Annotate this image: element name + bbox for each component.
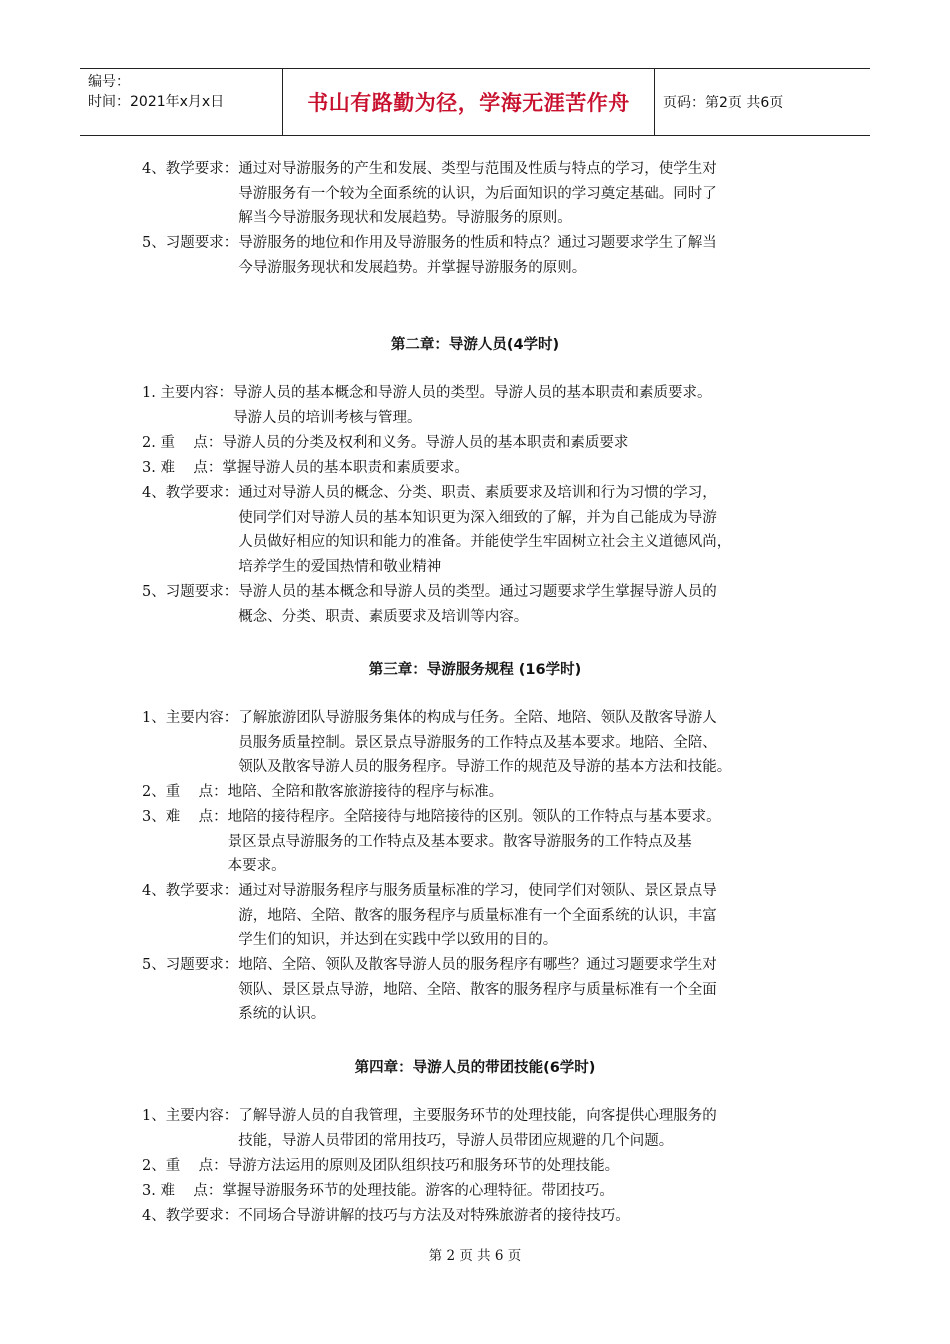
item-text-line: 技能，导游人员带团的常用技巧，导游人员带团应规避的几个问题。 [238,1132,674,1149]
item-label: 1、主要内容： [142,710,239,726]
item-text-line: 了解导游人员的自我管理，主要服务环节的处理技能，向客提供心理服务的 [238,1108,717,1124]
item-text-line: 学生们的知识，并达到在实践中学以致用的目的。 [238,932,558,948]
requirement-item [142,431,832,456]
item-text-line: 导游人员的基本概念和导游人员的类型。通过习题要求学生掌握导游人员的 [238,584,717,600]
item-text-line: 使同学们对导游人员的基本知识更为深入细致的了解，并为自己能成为导游 [238,509,717,526]
item-text-line: 导游人员的基本概念和导游人员的类型。导游人员的基本职责和素质要求。 [232,385,712,401]
page-header [80,68,870,136]
requirement-item [142,805,832,879]
requirement-item [142,231,832,280]
requirement-item [142,953,832,1027]
item-text [238,231,717,280]
item-text-line: 掌握导游人员的基本职责和素质要求。 [222,460,469,476]
item-text-line: 员服务质量控制。景区景点导游服务的工作特点及基本要求。地陪、全陪、 [238,734,717,751]
item-text-line: 导游方法运用的原则及团队组织技巧和服务环节的处理技能。 [227,1158,620,1174]
requirement-item [142,706,832,780]
item-text-line: 导游服务的地位和作用及导游服务的性质和特点？通过习题要求学生了解当 [238,235,717,251]
item-text [222,456,469,481]
chapter-heading: 第二章：导游人员(4学时) [390,337,560,353]
item-label: 5、习题要求： [142,957,239,973]
item-text [238,879,717,953]
item-text [238,1104,717,1153]
item-label: 2、重 点： [142,784,228,800]
item-text-line: 培养学生的爱国热情和敬业精神 [238,558,442,575]
item-text-line: 领队及散客导游人员的服务程序。导游工作的规范及导游的基本方法和技能。 [238,759,732,775]
item-text-line: 地陪、全陪、领队及散客导游人员的服务程序有哪些？通过习题要求学生对 [238,957,717,973]
item-label: 4、教学要求： [142,1208,239,1224]
requirement-item [142,456,832,481]
item-text-line: 今导游服务现状和发展趋势。并掌握导游服务的原则。 [238,259,587,276]
item-text-line: 通过对导游人员的概念、分类、职责、素质要求及培训和行为习惯的学习， [238,485,717,501]
item-label: 4、教学要求： [142,161,239,177]
requirement-item [142,1104,832,1153]
item-text-line: 景区景点导游服务的工作特点及基本要求。散客导游服务的工作特点及基 [227,833,692,850]
item-text [228,1154,620,1179]
item-label: 2. 重 点： [142,435,223,451]
requirement-item [142,481,832,579]
item-label: 2、重 点： [142,1158,228,1174]
header-meta [80,69,283,135]
item-text [222,431,628,456]
item-text-line: 游，地陪、全陪、散客的服务程序与质量标准有一个全面系统的认识，丰富 [238,907,717,924]
item-label: 3、难 点： [142,809,228,825]
item-label: 5、习题要求： [142,235,239,251]
requirement-item [142,381,832,430]
item-text-line: 导游人员的分类及权利和义务。导游人员的基本职责和素质要求 [222,435,629,451]
item-text-line: 人员做好相应的知识和能力的准备。并能使学生牢固树立社会主义道德风尚， [238,534,732,550]
chapter-heading: 第四章：导游人员的带团技能(6学时) [354,1060,596,1076]
item-text-line: 本要求。 [227,858,286,874]
requirement-item [142,580,832,629]
requirement-item [142,157,832,231]
chapter-heading: 第三章：导游服务规程 (16学时) [368,662,582,678]
document-number-label: 编号： [88,74,130,90]
header-motto: 书山有路勤为径，学海无涯苦作舟 [283,69,655,135]
page-footer: 第 2 页 共 6 页 [428,1248,522,1264]
item-label: 3. 难 点： [142,1183,223,1199]
header-page-label: 页码：第2页 共6页 [663,95,784,111]
item-text [238,706,731,780]
item-label: 1、主要内容： [142,1108,239,1124]
document-date-label: 时间：2021年x月x日 [88,94,225,110]
item-text-line: 解当今导游服务现状和发展趋势。导游服务的原则。 [238,210,572,226]
item-text-line: 了解旅游团队导游服务集体的构成与任务。全陪、地陪、领队及散客导游人 [238,710,717,726]
item-label: 4、教学要求： [142,485,239,501]
item-text-line: 概念、分类、职责、素质要求及培训等内容。 [238,608,529,625]
item-text-line: 领队、景区景点导游，地陪、全陪、散客的服务程序与质量标准有一个全面 [238,981,717,998]
item-text-line: 掌握导游服务环节的处理技能。游客的心理特征。带团技巧。 [222,1183,614,1199]
item-text [238,953,717,1027]
item-label: 4、教学要求： [142,883,239,899]
item-text-line: 系统的认识。 [238,1006,326,1022]
item-label: 5、习题要求： [142,584,239,600]
item-text-line: 地陪、全陪和散客旅游接待的程序与标准。 [227,784,504,800]
requirement-item [142,1154,832,1179]
item-text [222,1179,614,1204]
requirement-item [142,879,832,953]
item-text [228,805,721,879]
item-text-line: 导游服务有一个较为全面系统的认识，为后面知识的学习奠定基础。同时了 [238,185,717,202]
item-text-line: 通过对导游服务程序与服务质量标准的学习，使同学们对领队、景区景点导 [238,883,717,899]
item-text-line: 地陪的接待程序。全陪接待与地陪接待的区别。领队的工作特点与基本要求。 [227,809,721,825]
requirement-item [142,1179,832,1204]
item-text [238,481,731,579]
item-text-line: 通过对导游服务的产生和发展、类型与范围及性质与特点的学习，使学生对 [238,161,717,177]
item-text [238,157,717,231]
item-text [233,381,712,430]
item-text-line: 不同场合导游讲解的技巧与方法及对特殊旅游者的接待技巧。 [238,1208,630,1224]
item-text [238,580,717,629]
item-label: 3. 难 点： [142,460,223,476]
requirement-item [142,780,832,805]
requirement-item [142,1204,832,1229]
item-text [238,1204,630,1229]
item-label: 1. 主要内容： [142,385,233,401]
item-text-line: 导游人员的培训考核与管理。 [232,409,422,426]
item-text [228,780,504,805]
